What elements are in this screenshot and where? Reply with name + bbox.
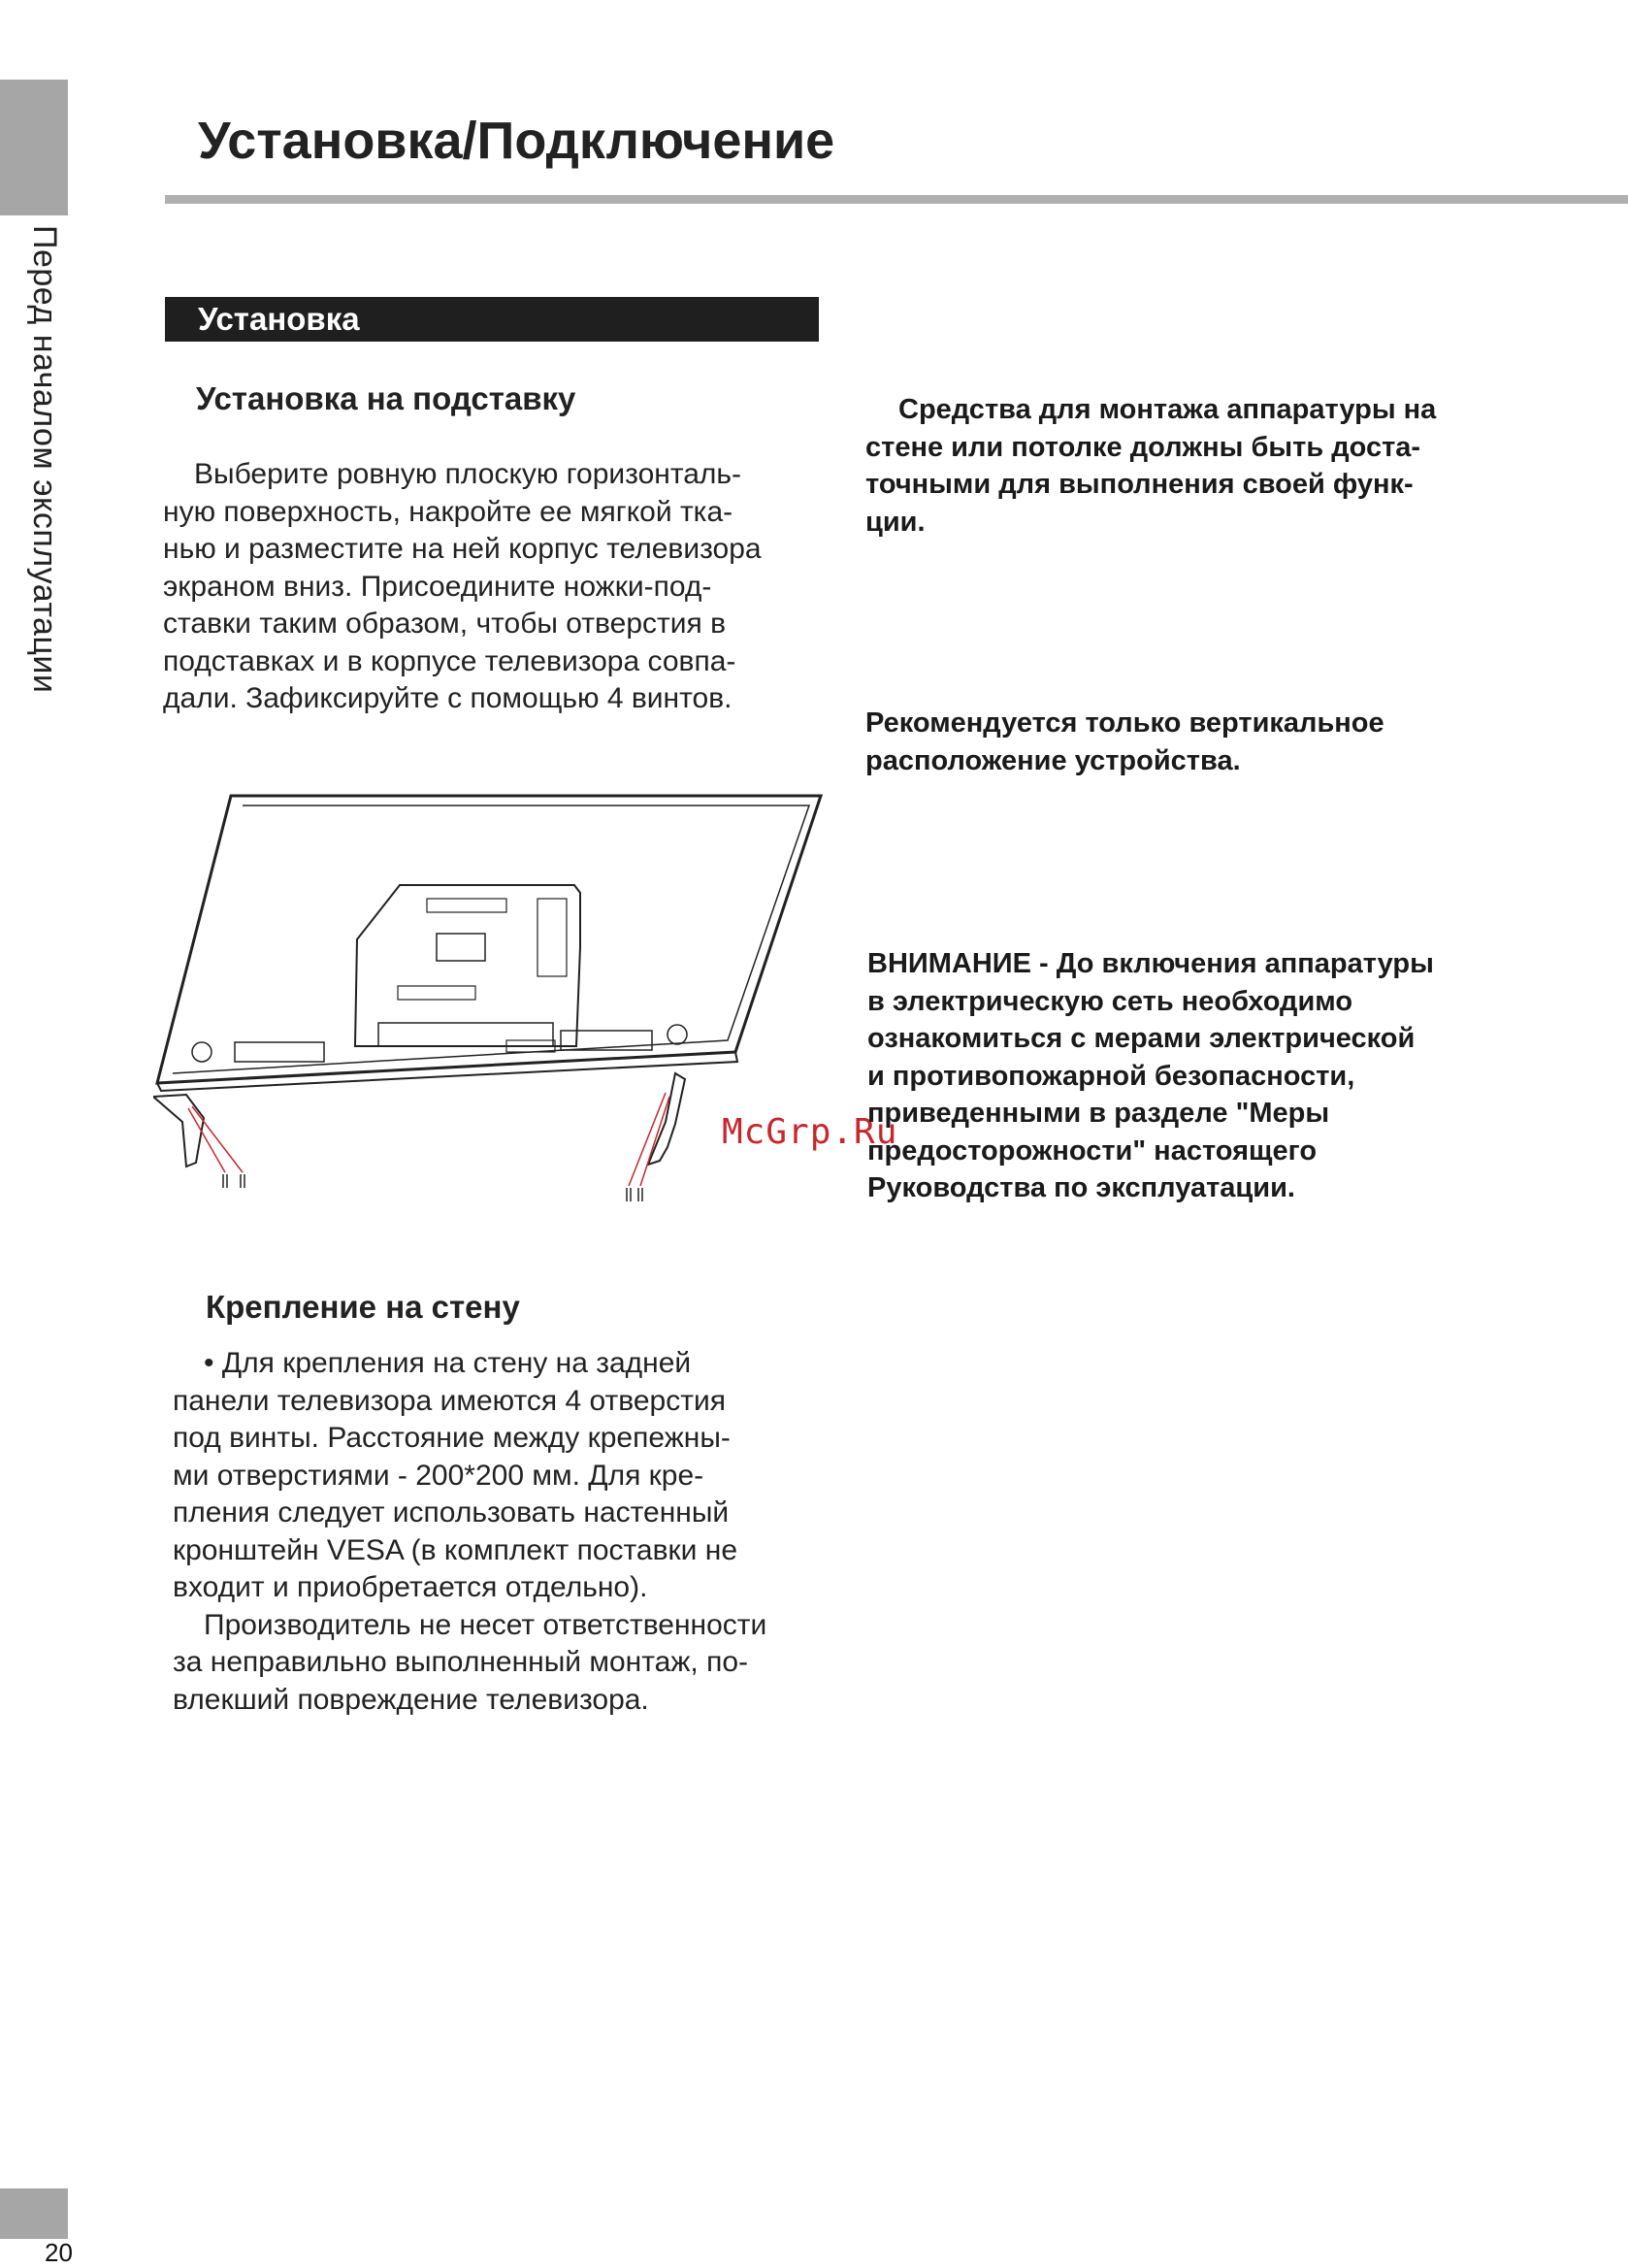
text-line: дали. Зафиксируйте с помощью 4 винтов. xyxy=(163,682,733,714)
page-number: 20 xyxy=(45,2238,73,2267)
text-line: пления следует использовать настенный xyxy=(173,1496,730,1528)
stand-mount-left xyxy=(192,1042,212,1062)
text-line: стене или потолке должны быть доста- xyxy=(865,431,1421,463)
text-line: ции. xyxy=(865,506,926,538)
text-line: входит и приобретается отдельно). xyxy=(173,1571,648,1603)
page-number-tab xyxy=(0,2188,68,2239)
tv-vent-top xyxy=(427,899,506,912)
text-line: Средства для монтажа аппаратуры на xyxy=(898,394,1437,425)
mounting-hardware-note xyxy=(865,391,1506,541)
text-line: ную поверхность, накройте ее мягкой тка- xyxy=(163,495,733,528)
tv-label-plate xyxy=(437,934,485,961)
text-line: кронштейн VESA (в комплект поставки не xyxy=(173,1533,738,1566)
stand-install-heading: Установка на подставку xyxy=(196,380,576,416)
stand-install-text xyxy=(163,456,832,718)
text-line: подставках и в корпусе телевизора совпа- xyxy=(163,644,736,677)
text-line: панели телевизора имеются 4 отверстия xyxy=(173,1384,726,1417)
tv-vent-mid xyxy=(398,986,475,1000)
stand-leg-left xyxy=(153,1095,204,1167)
screw-left-1 xyxy=(223,1174,227,1188)
text-line: ставки таким образом, чтобы отверстия в xyxy=(163,608,727,640)
side-tab-marker xyxy=(0,80,68,215)
screw-right-1 xyxy=(627,1188,631,1201)
text-line: влекший повреждение телевизора. xyxy=(173,1683,649,1716)
text-line: расположение устройства. xyxy=(865,744,1241,776)
text-line: нью и разместите на ней корпус телевизора xyxy=(163,533,762,565)
text-line: ВНИМАНИЕ - До включения аппаратуры xyxy=(867,948,1434,979)
speaker-grille-left xyxy=(235,1042,324,1062)
tv-inner-frame xyxy=(173,805,809,1073)
side-section-label: Перед началом эксплуатации xyxy=(26,225,63,694)
watermark: McGrp.Ru xyxy=(722,1112,898,1152)
guide-line-right xyxy=(629,1093,669,1186)
safety-warning-note xyxy=(867,945,1508,1207)
screw-left-2 xyxy=(241,1174,244,1188)
text-line: под винты. Расстояние между крепежны- xyxy=(173,1422,731,1454)
tv-ports xyxy=(537,899,567,976)
text-line: за неправильно выполненный монтаж, по- xyxy=(173,1646,748,1678)
wall-mount-text xyxy=(173,1345,842,1719)
text-line: приведенными в разделе "Меры xyxy=(867,1098,1330,1129)
page-title: Установка/Подключение xyxy=(198,112,835,170)
text-line: Производитель не несет ответственности xyxy=(204,1608,767,1641)
section-header-install: Установка xyxy=(165,297,819,342)
text-line: экраном вниз. Присоедините ножки-под- xyxy=(163,570,712,603)
text-line: и противопожарной безопасности, xyxy=(867,1060,1355,1092)
text-line: предосторожности" настоящего xyxy=(867,1134,1318,1167)
text-line: Руководства по эксплуатации. xyxy=(867,1172,1295,1203)
text-line: точными для выполнения своей функ- xyxy=(865,469,1414,500)
text-line: Выберите ровную плоскую горизонталь- xyxy=(194,458,742,490)
wall-mount-heading: Крепление на стену xyxy=(206,1289,520,1325)
vertical-position-note xyxy=(865,705,1506,779)
stand-leg-right xyxy=(648,1073,685,1165)
text-line: в электрическую сеть необходимо xyxy=(867,985,1353,1017)
text-line: Рекомендуется только вертикальное xyxy=(865,707,1384,739)
screw-right-2 xyxy=(638,1188,642,1201)
text-line: ознакомиться с мерами электрической xyxy=(867,1023,1416,1054)
tv-rear-module xyxy=(355,885,580,1046)
title-divider xyxy=(165,195,1628,204)
stand-mount-right xyxy=(667,1025,687,1044)
text-line: • Для крепления на стену на задней xyxy=(204,1347,692,1379)
tv-bottom-panel xyxy=(378,1023,553,1046)
text-line: ми отверстиями - 200*200 мм. Для кре- xyxy=(173,1459,704,1492)
tv-back-panel-outline xyxy=(157,796,821,1083)
